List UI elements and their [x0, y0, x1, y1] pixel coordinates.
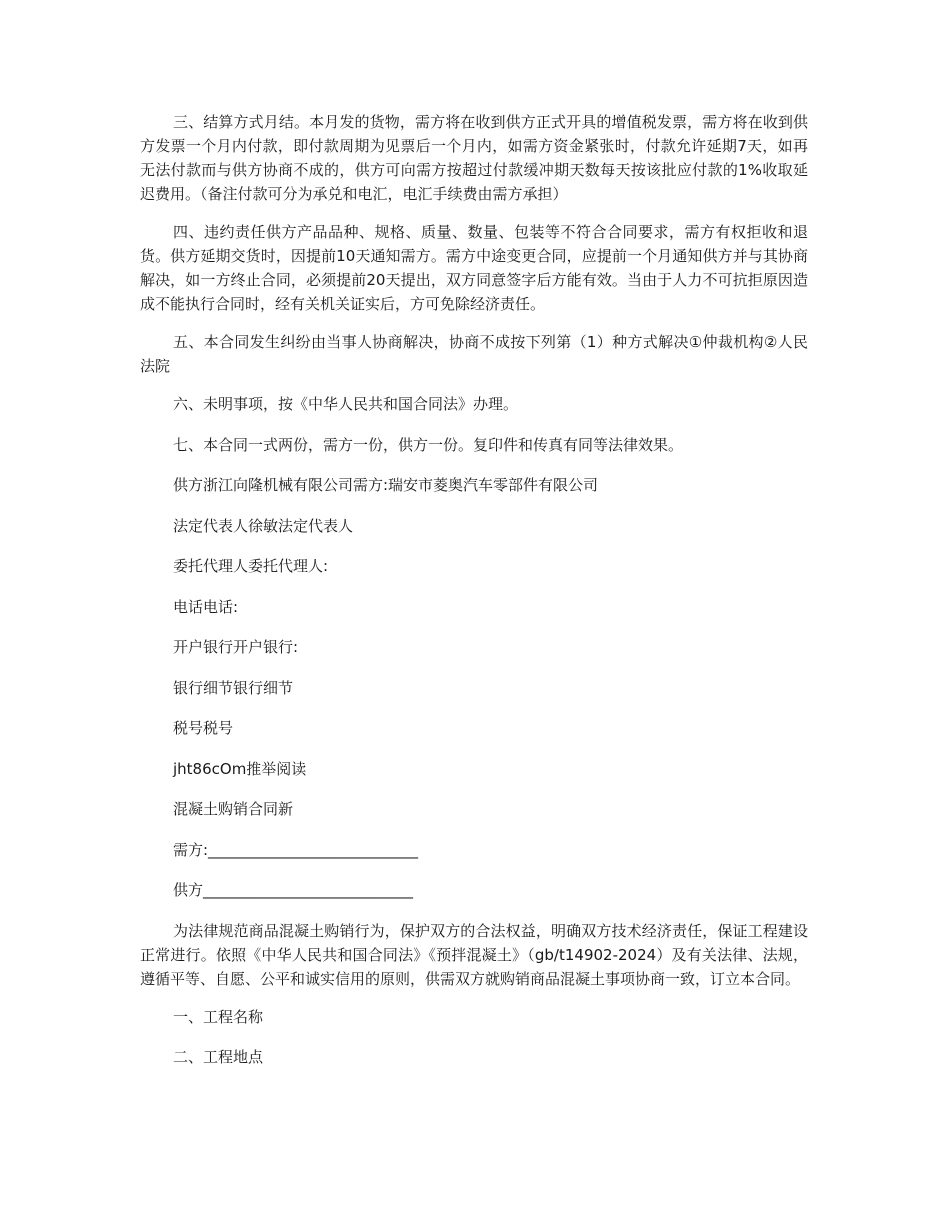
seller-line: 供方____________________________ — [173, 881, 414, 899]
signature-agent: 委托代理人委托代理人: — [173, 557, 329, 575]
clause-unspecified: 六、未明事项，按《中华人民共和国合同法》办理。 — [173, 395, 519, 413]
contract-preamble: 为法律规范商品混凝土购销行为，保护双方的合法权益，明确双方技术经济责任，保证工程建设正常进行。依照《中华人民共和国合同法》《预拌混凝土》（gb/t14902-2024）及有关法律、法规，遵循平等、自愿、公平和诚实信用的原则，供需双方就购销商品混凝土事项协商一致，订立本合同。 — [140, 921, 808, 988]
buyer-line: 需方:____________________________ — [173, 840, 419, 859]
clause-liability: 四、违约责任供方产品品种、规格、质量、数量、包装等不符合合同要求，需方有权拒收和退货。供方延期交货时，因提前10天通知需方。需方中途变更合同，应提前一个月通知供方并与其协商解决，如一方终止合同，必须提前20天提出，双方同意签字后方能有效。当由于人力不可抗拒原因造成不能执行合同时，经有关机关证实后，方可免除经济责任。 — [140, 223, 808, 313]
recommend-reading: jht86cOm推举阅读 — [173, 759, 307, 778]
signature-legal-rep: 法定代表人徐敏法定代表人 — [173, 516, 354, 535]
section-project-location: 二、工程地点 — [173, 1048, 264, 1066]
clause-copies: 七、本合同一式两份，需方一份，供方一份。复印件和传真有同等法律效果。 — [173, 435, 684, 454]
clause-dispute: 五、本合同发生纠纷由当事人协商解决，协商不成按下列第（1）种方式解决①仲裁机构②人民法院 — [140, 333, 808, 375]
signature-phone: 电话电话: — [173, 597, 239, 616]
section-project-name: 一、工程名称 — [173, 1007, 264, 1026]
signature-parties: 供方浙江向隆机械有限公司需方:瑞安市菱奥汽车零部件有限公司 — [173, 476, 599, 494]
clause-settlement: 三、结算方式月结。本月发的货物，需方将在收到供方正式开具的增值税发票，需方将在收到供方发票一个月内付款，即付款周期为见票后一个月内，如需方资金紧张时，付款允许延期7天，如再无法付款而与供方协商不成的，供方可向需方按超过付款缓冲期天数每天按该批应付款的1%收取延迟费用。（备注付款可分为承兑和电汇，电汇手续费由需方承担） — [140, 113, 808, 203]
signature-bank: 开户银行开户银行: — [173, 638, 299, 656]
document-page — [140, 110, 808, 1086]
signature-tax-no: 税号税号 — [173, 719, 234, 737]
new-contract-title: 混凝土购销合同新 — [173, 800, 294, 818]
signature-bank-detail: 银行细节银行细节 — [173, 678, 294, 697]
